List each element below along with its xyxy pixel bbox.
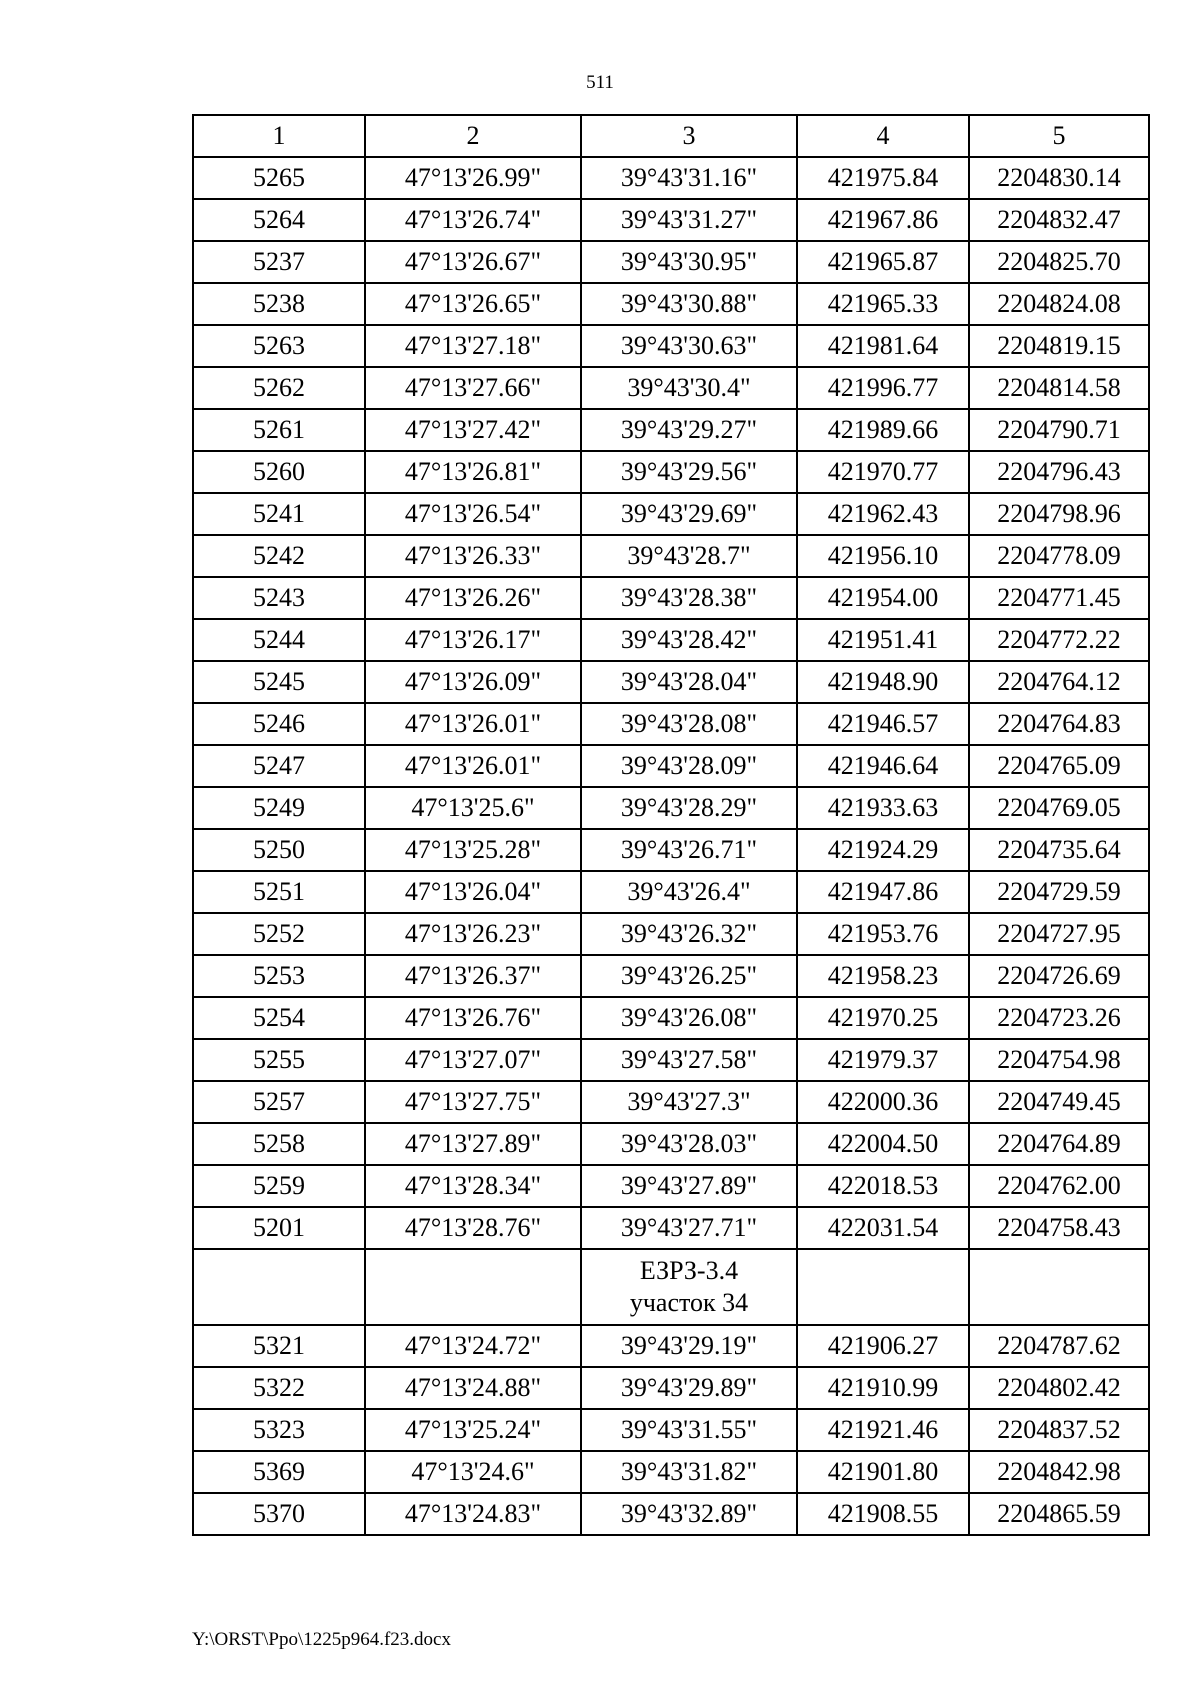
coord-x-cell: 422031.54 bbox=[797, 1207, 969, 1249]
latitude-cell: 47°13'25.28" bbox=[365, 829, 581, 871]
latitude-cell: 47°13'27.07" bbox=[365, 1039, 581, 1081]
coord-y-cell: 2204749.45 bbox=[969, 1081, 1149, 1123]
table-row bbox=[193, 703, 1149, 745]
coord-x-cell: 422004.50 bbox=[797, 1123, 969, 1165]
table-row bbox=[193, 1325, 1149, 1367]
latitude-cell: 47°13'26.76" bbox=[365, 997, 581, 1039]
latitude-cell: 47°13'26.54" bbox=[365, 493, 581, 535]
coord-x-cell: 421924.29 bbox=[797, 829, 969, 871]
latitude-cell: 47°13'25.6" bbox=[365, 787, 581, 829]
table-row bbox=[193, 367, 1149, 409]
coord-x-cell: 421975.84 bbox=[797, 157, 969, 199]
latitude-cell: 47°13'27.89" bbox=[365, 1123, 581, 1165]
table-row bbox=[193, 787, 1149, 829]
table-row bbox=[193, 199, 1149, 241]
header-col-4: 4 bbox=[797, 115, 969, 157]
longitude-cell: 39°43'30.88" bbox=[581, 283, 797, 325]
point-number-cell: 5252 bbox=[193, 913, 365, 955]
header-col-2: 2 bbox=[365, 115, 581, 157]
longitude-cell: 39°43'28.09" bbox=[581, 745, 797, 787]
latitude-cell: 47°13'26.99" bbox=[365, 157, 581, 199]
point-number-cell: 5250 bbox=[193, 829, 365, 871]
coord-x-cell: 421979.37 bbox=[797, 1039, 969, 1081]
latitude-cell: 47°13'26.65" bbox=[365, 283, 581, 325]
point-number-cell: 5323 bbox=[193, 1409, 365, 1451]
latitude-cell: 47°13'27.18" bbox=[365, 325, 581, 367]
point-number-cell: 5244 bbox=[193, 619, 365, 661]
table-row bbox=[193, 829, 1149, 871]
latitude-cell: 47°13'26.81" bbox=[365, 451, 581, 493]
coord-y-cell: 2204814.58 bbox=[969, 367, 1149, 409]
longitude-cell: 39°43'28.04" bbox=[581, 661, 797, 703]
coord-y-cell: 2204819.15 bbox=[969, 325, 1149, 367]
longitude-cell: 39°43'27.89" bbox=[581, 1165, 797, 1207]
table-row bbox=[193, 409, 1149, 451]
longitude-cell: 39°43'26.4" bbox=[581, 871, 797, 913]
longitude-cell: 39°43'26.71" bbox=[581, 829, 797, 871]
coord-y-cell: 2204796.43 bbox=[969, 451, 1149, 493]
coord-y-cell: 2204865.59 bbox=[969, 1493, 1149, 1535]
coord-y-cell: 2204764.83 bbox=[969, 703, 1149, 745]
point-number-cell: 5238 bbox=[193, 283, 365, 325]
coord-y-cell: 2204726.69 bbox=[969, 955, 1149, 997]
coord-y-cell: 2204787.62 bbox=[969, 1325, 1149, 1367]
coord-x-cell: 421962.43 bbox=[797, 493, 969, 535]
coord-x-cell: 421933.63 bbox=[797, 787, 969, 829]
coord-y-cell: 2204754.98 bbox=[969, 1039, 1149, 1081]
coord-x-cell: 421951.41 bbox=[797, 619, 969, 661]
table-row bbox=[193, 1451, 1149, 1493]
longitude-cell: 39°43'30.4" bbox=[581, 367, 797, 409]
latitude-cell: 47°13'26.01" bbox=[365, 703, 581, 745]
longitude-cell: 39°43'29.27" bbox=[581, 409, 797, 451]
latitude-cell: 47°13'24.72" bbox=[365, 1325, 581, 1367]
point-number-cell: 5247 bbox=[193, 745, 365, 787]
longitude-cell: 39°43'31.16" bbox=[581, 157, 797, 199]
latitude-cell: 47°13'26.17" bbox=[365, 619, 581, 661]
coord-x-cell: 421970.25 bbox=[797, 997, 969, 1039]
longitude-cell: 39°43'29.69" bbox=[581, 493, 797, 535]
table-row bbox=[193, 157, 1149, 199]
latitude-cell: 47°13'26.74" bbox=[365, 199, 581, 241]
section-label-cell bbox=[581, 1249, 797, 1325]
table-row bbox=[193, 1123, 1149, 1165]
latitude-cell: 47°13'26.23" bbox=[365, 913, 581, 955]
latitude-cell: 47°13'26.67" bbox=[365, 241, 581, 283]
coord-x-cell: 421954.00 bbox=[797, 577, 969, 619]
latitude-cell: 47°13'28.34" bbox=[365, 1165, 581, 1207]
longitude-cell: 39°43'27.58" bbox=[581, 1039, 797, 1081]
point-number-cell: 5253 bbox=[193, 955, 365, 997]
coord-x-cell: 421946.64 bbox=[797, 745, 969, 787]
table-row bbox=[193, 1207, 1149, 1249]
point-number-cell: 5265 bbox=[193, 157, 365, 199]
point-number-cell: 5259 bbox=[193, 1165, 365, 1207]
table-row bbox=[193, 535, 1149, 577]
coordinates-table bbox=[192, 114, 1150, 1536]
table-row bbox=[193, 1039, 1149, 1081]
coord-y-cell: 2204771.45 bbox=[969, 577, 1149, 619]
longitude-cell: 39°43'31.27" bbox=[581, 199, 797, 241]
coord-y-cell: 2204802.42 bbox=[969, 1367, 1149, 1409]
longitude-cell: 39°43'28.08" bbox=[581, 703, 797, 745]
coord-y-cell: 2204735.64 bbox=[969, 829, 1149, 871]
latitude-cell: 47°13'28.76" bbox=[365, 1207, 581, 1249]
table-row bbox=[193, 493, 1149, 535]
latitude-cell: 47°13'27.42" bbox=[365, 409, 581, 451]
header-col-3: 3 bbox=[581, 115, 797, 157]
section-row bbox=[193, 1249, 1149, 1325]
coord-x-cell: 421965.87 bbox=[797, 241, 969, 283]
longitude-cell: 39°43'28.7" bbox=[581, 535, 797, 577]
table-row bbox=[193, 955, 1149, 997]
longitude-cell: 39°43'27.3" bbox=[581, 1081, 797, 1123]
table-row bbox=[193, 871, 1149, 913]
table-row bbox=[193, 241, 1149, 283]
point-number-cell: 5255 bbox=[193, 1039, 365, 1081]
coord-x-cell: 421908.55 bbox=[797, 1493, 969, 1535]
table-row bbox=[193, 1409, 1149, 1451]
point-number-cell: 5262 bbox=[193, 367, 365, 409]
point-number-cell: 5201 bbox=[193, 1207, 365, 1249]
longitude-cell: 39°43'29.89" bbox=[581, 1367, 797, 1409]
coordinates-table-body bbox=[193, 115, 1149, 1535]
table-row bbox=[193, 577, 1149, 619]
section-plot-label: участок 34 bbox=[629, 1288, 749, 1317]
coord-x-cell: 421906.27 bbox=[797, 1325, 969, 1367]
coord-y-cell: 2204832.47 bbox=[969, 199, 1149, 241]
latitude-cell: 47°13'27.75" bbox=[365, 1081, 581, 1123]
header-col-1: 1 bbox=[193, 115, 365, 157]
point-number-cell: 5254 bbox=[193, 997, 365, 1039]
coord-y-cell: 2204837.52 bbox=[969, 1409, 1149, 1451]
longitude-cell: 39°43'29.19" bbox=[581, 1325, 797, 1367]
table-row bbox=[193, 997, 1149, 1039]
longitude-cell: 39°43'27.71" bbox=[581, 1207, 797, 1249]
coord-y-cell: 2204778.09 bbox=[969, 535, 1149, 577]
coord-x-cell: 421967.86 bbox=[797, 199, 969, 241]
longitude-cell: 39°43'31.82" bbox=[581, 1451, 797, 1493]
point-number-cell: 5258 bbox=[193, 1123, 365, 1165]
coord-y-cell: 2204798.96 bbox=[969, 493, 1149, 535]
empty-cell bbox=[797, 1249, 969, 1325]
latitude-cell: 47°13'26.09" bbox=[365, 661, 581, 703]
point-number-cell: 5242 bbox=[193, 535, 365, 577]
header-col-5: 5 bbox=[969, 115, 1149, 157]
coord-x-cell: 421981.64 bbox=[797, 325, 969, 367]
point-number-cell: 5369 bbox=[193, 1451, 365, 1493]
table-row bbox=[193, 619, 1149, 661]
coord-y-cell: 2204727.95 bbox=[969, 913, 1149, 955]
footer-file-path: Y:\ORST\Ppo\1225p964.f23.docx bbox=[192, 1629, 451, 1650]
latitude-cell: 47°13'24.88" bbox=[365, 1367, 581, 1409]
coord-x-cell: 421946.57 bbox=[797, 703, 969, 745]
empty-cell bbox=[365, 1249, 581, 1325]
longitude-cell: 39°43'30.63" bbox=[581, 325, 797, 367]
point-number-cell: 5321 bbox=[193, 1325, 365, 1367]
point-number-cell: 5246 bbox=[193, 703, 365, 745]
point-number-cell: 5257 bbox=[193, 1081, 365, 1123]
longitude-cell: 39°43'26.08" bbox=[581, 997, 797, 1039]
longitude-cell: 39°43'28.03" bbox=[581, 1123, 797, 1165]
table-row bbox=[193, 1367, 1149, 1409]
longitude-cell: 39°43'28.38" bbox=[581, 577, 797, 619]
coord-y-cell: 2204830.14 bbox=[969, 157, 1149, 199]
table-row bbox=[193, 1165, 1149, 1207]
empty-cell bbox=[193, 1249, 365, 1325]
coord-y-cell: 2204825.70 bbox=[969, 241, 1149, 283]
latitude-cell: 47°13'27.66" bbox=[365, 367, 581, 409]
point-number-cell: 5322 bbox=[193, 1367, 365, 1409]
longitude-cell: 39°43'31.55" bbox=[581, 1409, 797, 1451]
latitude-cell: 47°13'25.24" bbox=[365, 1409, 581, 1451]
point-number-cell: 5370 bbox=[193, 1493, 365, 1535]
table-row bbox=[193, 745, 1149, 787]
coord-x-cell: 421958.23 bbox=[797, 955, 969, 997]
latitude-cell: 47°13'26.04" bbox=[365, 871, 581, 913]
coord-y-cell: 2204758.43 bbox=[969, 1207, 1149, 1249]
coord-x-cell: 421921.46 bbox=[797, 1409, 969, 1451]
section-zone-label: ЕЗРЗ-3.4 bbox=[639, 1256, 739, 1285]
coord-x-cell: 421948.90 bbox=[797, 661, 969, 703]
table-header-row bbox=[193, 115, 1149, 157]
point-number-cell: 5245 bbox=[193, 661, 365, 703]
longitude-cell: 39°43'28.42" bbox=[581, 619, 797, 661]
point-number-cell: 5260 bbox=[193, 451, 365, 493]
coord-x-cell: 421956.10 bbox=[797, 535, 969, 577]
coord-x-cell: 421970.77 bbox=[797, 451, 969, 493]
point-number-cell: 5241 bbox=[193, 493, 365, 535]
coord-y-cell: 2204765.09 bbox=[969, 745, 1149, 787]
longitude-cell: 39°43'30.95" bbox=[581, 241, 797, 283]
coord-x-cell: 421965.33 bbox=[797, 283, 969, 325]
table-row bbox=[193, 1493, 1149, 1535]
point-number-cell: 5237 bbox=[193, 241, 365, 283]
coord-y-cell: 2204790.71 bbox=[969, 409, 1149, 451]
coord-x-cell: 422018.53 bbox=[797, 1165, 969, 1207]
point-number-cell: 5243 bbox=[193, 577, 365, 619]
coord-y-cell: 2204723.26 bbox=[969, 997, 1149, 1039]
table-row bbox=[193, 913, 1149, 955]
coord-y-cell: 2204842.98 bbox=[969, 1451, 1149, 1493]
table-row bbox=[193, 1081, 1149, 1123]
table-row bbox=[193, 325, 1149, 367]
point-number-cell: 5263 bbox=[193, 325, 365, 367]
longitude-cell: 39°43'26.32" bbox=[581, 913, 797, 955]
latitude-cell: 47°13'26.33" bbox=[365, 535, 581, 577]
table-row bbox=[193, 451, 1149, 493]
point-number-cell: 5251 bbox=[193, 871, 365, 913]
empty-cell bbox=[969, 1249, 1149, 1325]
page-number: 511 bbox=[586, 72, 614, 93]
table-row bbox=[193, 283, 1149, 325]
coord-x-cell: 421996.77 bbox=[797, 367, 969, 409]
coord-y-cell: 2204762.00 bbox=[969, 1165, 1149, 1207]
table-row bbox=[193, 661, 1149, 703]
longitude-cell: 39°43'26.25" bbox=[581, 955, 797, 997]
coord-x-cell: 421989.66 bbox=[797, 409, 969, 451]
coord-y-cell: 2204764.12 bbox=[969, 661, 1149, 703]
longitude-cell: 39°43'28.29" bbox=[581, 787, 797, 829]
coord-x-cell: 421947.86 bbox=[797, 871, 969, 913]
coord-y-cell: 2204764.89 bbox=[969, 1123, 1149, 1165]
coord-x-cell: 421901.80 bbox=[797, 1451, 969, 1493]
point-number-cell: 5264 bbox=[193, 199, 365, 241]
latitude-cell: 47°13'26.26" bbox=[365, 577, 581, 619]
coord-x-cell: 422000.36 bbox=[797, 1081, 969, 1123]
coord-y-cell: 2204729.59 bbox=[969, 871, 1149, 913]
coord-x-cell: 421953.76 bbox=[797, 913, 969, 955]
longitude-cell: 39°43'29.56" bbox=[581, 451, 797, 493]
coord-y-cell: 2204769.05 bbox=[969, 787, 1149, 829]
coord-x-cell: 421910.99 bbox=[797, 1367, 969, 1409]
coord-y-cell: 2204824.08 bbox=[969, 283, 1149, 325]
latitude-cell: 47°13'24.6" bbox=[365, 1451, 581, 1493]
latitude-cell: 47°13'26.37" bbox=[365, 955, 581, 997]
point-number-cell: 5249 bbox=[193, 787, 365, 829]
point-number-cell: 5261 bbox=[193, 409, 365, 451]
coord-y-cell: 2204772.22 bbox=[969, 619, 1149, 661]
latitude-cell: 47°13'26.01" bbox=[365, 745, 581, 787]
longitude-cell: 39°43'32.89" bbox=[581, 1493, 797, 1535]
latitude-cell: 47°13'24.83" bbox=[365, 1493, 581, 1535]
